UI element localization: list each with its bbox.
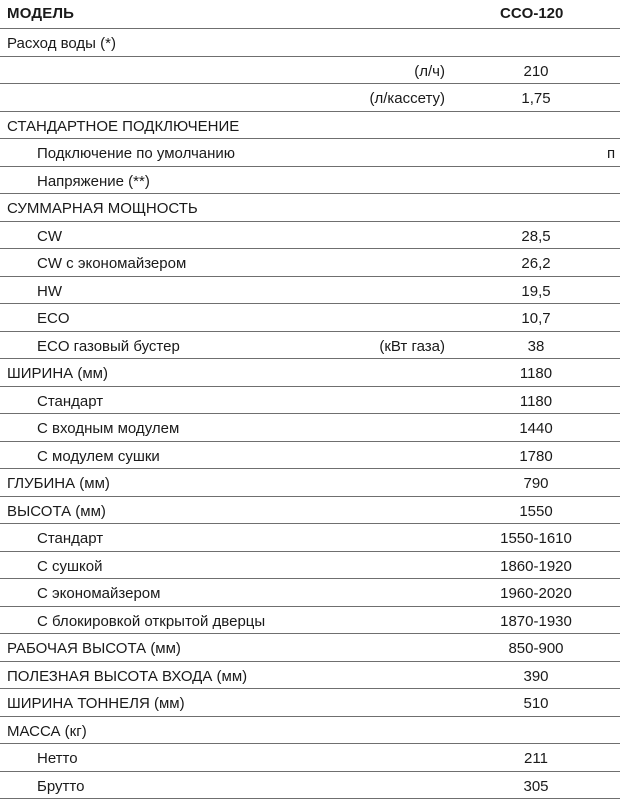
row-value: 1780 bbox=[519, 447, 553, 465]
table-row bbox=[0, 277, 620, 305]
table-row bbox=[0, 57, 620, 85]
row-label: С блокировкой открытой дверцы bbox=[37, 612, 266, 630]
table-row bbox=[0, 772, 620, 800]
table-row bbox=[0, 414, 620, 442]
row-value: 1180 bbox=[519, 365, 553, 382]
table-row bbox=[0, 249, 620, 277]
row-label: ECO bbox=[37, 310, 70, 327]
row-value: 210 bbox=[523, 62, 549, 80]
row-label: С экономайзером bbox=[37, 585, 161, 602]
row-label: С сушкой bbox=[37, 557, 103, 575]
table-row bbox=[0, 717, 620, 745]
row-value: 305 bbox=[523, 777, 549, 795]
table-row bbox=[0, 194, 620, 222]
row-label: С модулем сушки bbox=[37, 447, 160, 465]
row-value: 1550-1610 bbox=[500, 530, 572, 547]
row-label: Стандарт bbox=[37, 530, 104, 547]
row-label: СТАНДАРТНОЕ ПОДКЛЮЧЕНИЕ bbox=[7, 117, 240, 135]
table-row bbox=[0, 359, 620, 387]
row-label: Напряжение (**) bbox=[37, 172, 150, 190]
row-value: 38 bbox=[527, 337, 545, 355]
row-label: РАБОЧАЯ ВЫСОТА (мм) bbox=[7, 640, 181, 657]
table-row bbox=[0, 634, 620, 662]
table-row bbox=[0, 167, 620, 195]
row-label: ШИРИНА ТОННЕЛЯ (мм) bbox=[7, 695, 185, 712]
row-label: Брутто bbox=[37, 777, 85, 795]
table-row bbox=[0, 662, 620, 690]
row-value: 1,75 bbox=[521, 90, 551, 107]
row-value: 1870-1930 bbox=[500, 612, 572, 630]
row-value: 28,5 bbox=[521, 227, 551, 245]
row-unit: (кВт газа) bbox=[379, 337, 445, 355]
row-value: 1860-1920 bbox=[500, 557, 572, 575]
row-label: HW bbox=[37, 282, 62, 300]
model-name: CCO-120 bbox=[500, 5, 564, 22]
row-label: МАССА (кг) bbox=[7, 722, 87, 740]
row-unit: (л/ч) bbox=[414, 62, 445, 80]
row-value: 10,7 bbox=[521, 310, 551, 327]
table-row bbox=[0, 112, 620, 140]
table-row bbox=[0, 387, 620, 415]
row-label: Расход воды (*) bbox=[7, 35, 116, 52]
table-row bbox=[0, 524, 620, 552]
table-row bbox=[0, 222, 620, 250]
row-value: 1960-2020 bbox=[500, 585, 572, 602]
table-row bbox=[0, 29, 620, 57]
row-label: CW bbox=[37, 227, 62, 245]
row-label: ECO газовый бустер bbox=[37, 337, 180, 355]
model-column-title: МОДЕЛЬ bbox=[7, 5, 75, 22]
table-row bbox=[0, 442, 620, 470]
table-row bbox=[0, 579, 620, 607]
row-value: 850-900 bbox=[508, 640, 564, 657]
table-row bbox=[0, 139, 620, 167]
row-value: 510 bbox=[523, 695, 549, 712]
row-value: 1440 bbox=[519, 420, 553, 437]
table-row bbox=[0, 304, 620, 332]
table-row bbox=[0, 497, 620, 525]
row-label: ШИРИНА (мм) bbox=[7, 365, 108, 382]
row-label: Нетто bbox=[37, 750, 78, 767]
row-value: 790 bbox=[523, 475, 549, 492]
spec-table-header bbox=[0, 0, 620, 28]
row-label: ПОЛЕЗНАЯ ВЫСОТА ВХОДА (мм) bbox=[7, 667, 248, 685]
row-label: ГЛУБИНА (мм) bbox=[7, 475, 110, 492]
table-row bbox=[0, 84, 620, 112]
table-row bbox=[0, 744, 620, 772]
row-value: 19,5 bbox=[521, 282, 551, 300]
row-value: 26,2 bbox=[521, 255, 551, 272]
row-label: ВЫСОТА (мм) bbox=[7, 502, 106, 520]
table-row bbox=[0, 689, 620, 717]
row-label: С входным модулем bbox=[37, 420, 180, 437]
row-value: 1550 bbox=[519, 502, 553, 520]
table-row bbox=[0, 332, 620, 360]
row-label: Стандарт bbox=[37, 392, 104, 410]
table-row bbox=[0, 469, 620, 497]
table-row bbox=[0, 607, 620, 635]
row-overflow-text: п bbox=[607, 145, 616, 162]
row-label: Подключение по умолчанию bbox=[37, 145, 236, 162]
row-label: СУММАРНАЯ МОЩНОСТЬ bbox=[7, 200, 198, 217]
row-value: 1180 bbox=[519, 392, 553, 410]
row-value: 211 bbox=[524, 750, 548, 767]
row-value: 390 bbox=[523, 667, 549, 685]
table-row bbox=[0, 552, 620, 580]
row-label: CW с экономайзером bbox=[37, 255, 187, 272]
row-unit: (л/кассету) bbox=[369, 90, 445, 107]
